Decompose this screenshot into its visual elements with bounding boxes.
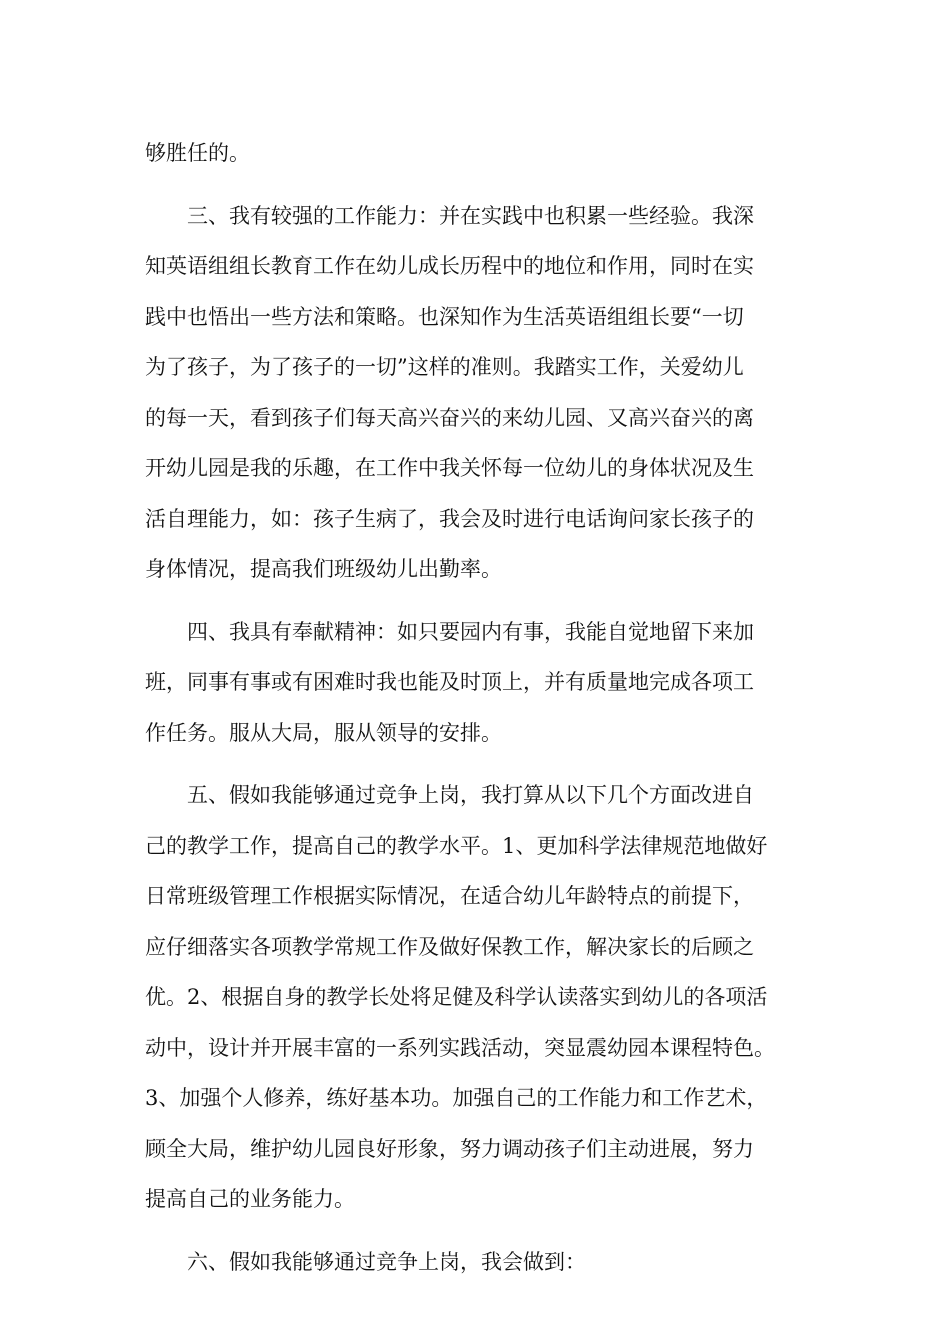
- paragraph-4-start: 四、我具有奉献精神：如只要园内有事，我能自觉地留下来加: [187, 619, 754, 644]
- document-body: [145, 128, 825, 1287]
- text-line: 动中，设计并开展丰富的一系列实践活动，突显震幼园本课程特色。: [145, 1035, 775, 1060]
- text-line: 践中也悟出一些方法和策略。也深知作为生活英语组组长要“一切: [145, 304, 744, 329]
- text-line: 开幼儿园是我的乐趣，在工作中我关怀每一位幼儿的身体状况及生: [145, 456, 754, 480]
- text-line: 提高自己的业务能力。: [145, 1187, 355, 1211]
- text-line: 应仔细落实各项教学常规工作及做好保教工作，解决家长的后顾之: [145, 934, 754, 959]
- text-line: 身体情况，提高我们班级幼儿出勤率。: [145, 557, 502, 581]
- text-line: 3、加强个人修养，练好基本功。加强自己的工作能力和工作艺术，: [145, 1086, 768, 1110]
- text-line: 己的教学工作，提高自己的教学水平。1、更加科学法律规范地做好: [145, 833, 768, 858]
- paragraph-5-start: 五、假如我能够通过竞争上岗，我打算从以下几个方面改进自: [187, 783, 754, 807]
- text-line: 知英语组组长教育工作在幼儿成长历程中的地位和作用，同时在实: [145, 254, 754, 278]
- text-line: 作任务。服从大局，服从领导的安排。: [145, 720, 502, 745]
- text-line: 班，同事有事或有困难时我也能及时顶上，并有质量地完成各项工: [145, 670, 754, 694]
- text-line: 优。2、根据自身的教学长处将足健及科学认读落实到幼儿的各项活: [145, 985, 768, 1009]
- text-line: 够胜任的。: [145, 141, 250, 165]
- text-line: 顾全大局，维护幼儿园良好形象，努力调动孩子们主动进展，努力: [145, 1136, 754, 1161]
- text-line: 的每一天，看到孩子们每天高兴奋兴的来幼儿园、又高兴奋兴的离: [145, 405, 754, 430]
- text-line: 为了孩子，为了孩子的一切”这样的准则。我踏实工作，关爱幼儿: [145, 355, 744, 379]
- paragraph-3-start: 三、我有较强的工作能力：并在实践中也积累一些经验。我深: [187, 203, 754, 228]
- text-line: 活自理能力，如：孩子生病了，我会及时进行电话询问家长孩子的: [145, 506, 754, 531]
- paragraph-6-start: 六、假如我能够通过竞争上岗，我会做到：: [187, 1249, 586, 1274]
- text-line: 日常班级管理工作根据实际情况，在适合幼儿年龄特点的前提下，: [145, 884, 754, 908]
